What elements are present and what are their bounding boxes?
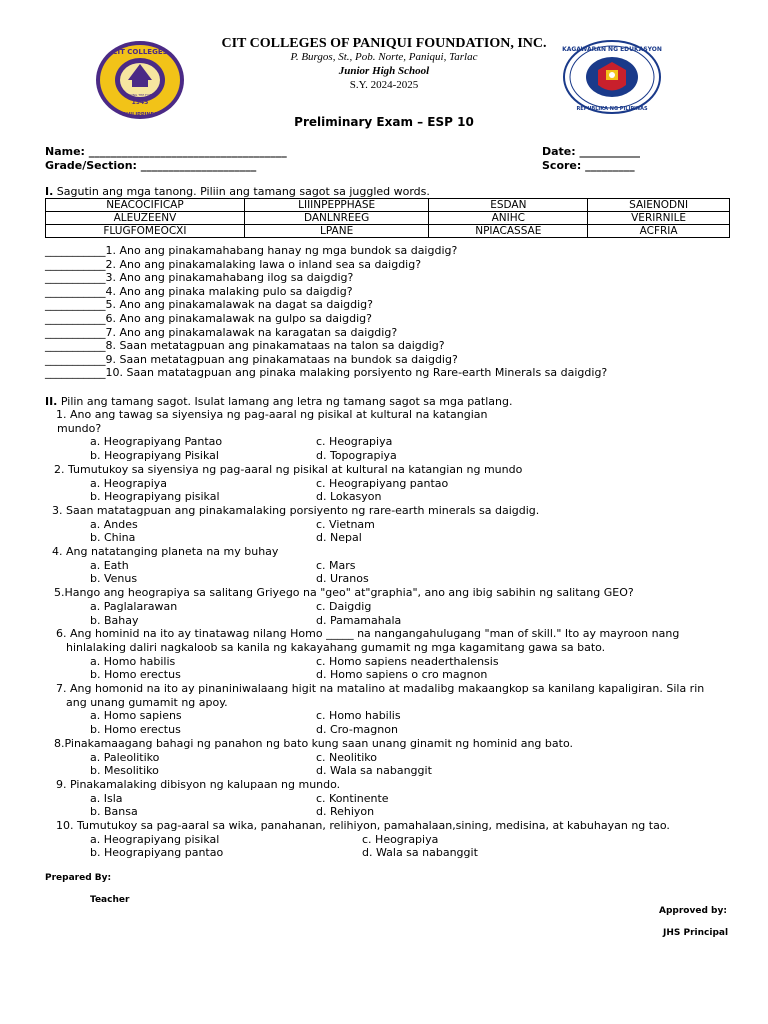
part1-question: ___________6. Ano ang pinakamalawak na gulpo sa daigdig? — [45, 311, 372, 325]
choice-a: a. Paleolitiko — [90, 750, 160, 764]
choice-a: a. Andes — [90, 517, 138, 531]
principal-label: JHS Principal — [663, 928, 729, 938]
choice-a: a. Homo habilis — [90, 654, 176, 668]
word-cell: SAIENODNI — [588, 199, 730, 212]
choice-c: c. Heograpiyang pantao — [316, 476, 449, 490]
logo-top-text: CIT COLLEGES — [112, 48, 168, 56]
choice-d: d. Topograpiya — [316, 449, 397, 463]
choice-d: d. Wala sa nabanggit — [362, 846, 478, 860]
word-cell: ESDAN — [429, 199, 588, 212]
word-cell: LIIINPEPPHASE — [244, 199, 429, 212]
seal-bottom-text: REPUBLIKA NG PILIPINAS — [576, 106, 648, 112]
part1-question: ___________8. Saan metatagpuan ang pinakamataas na talon sa daigdig? — [45, 339, 445, 353]
part2-question-text: 7. Ang homonid na ito ay pinaniniwalaang higit na matalino at madalibg makaangkop sa kanilang kapaligiran. Sila rin — [56, 682, 705, 695]
choice-b: b. Venus — [90, 572, 138, 586]
word-cell: ACFRIA — [588, 225, 730, 238]
part2-number: II. — [45, 395, 58, 408]
approved-by-label: Approved by: — [659, 906, 727, 916]
part2-question-text: ang unang gumamit ng apoy. — [66, 695, 228, 709]
table-row — [46, 225, 730, 238]
choice-c: c. Heograpiya — [362, 832, 439, 846]
choice-b: b. Homo erectus — [90, 723, 181, 737]
prepared-by-label: Prepared By: — [45, 873, 112, 883]
choice-d: d. Wala sa nabanggit — [316, 764, 432, 778]
choice-d: d. Pamamahala — [316, 613, 402, 627]
name-field[interactable]: Name: ____________________________________ — [45, 145, 287, 158]
choice-c: c. Vietnam — [316, 517, 375, 531]
part1-question: ___________5. Ano ang pinakamalawak na dagat sa daigdig? — [45, 298, 373, 312]
date-field[interactable]: Date: ___________ — [542, 145, 641, 158]
choice-c: c. Neolitiko — [316, 750, 377, 764]
word-cell: ANIHC — [429, 212, 588, 225]
part2-instruction — [45, 395, 512, 408]
part1-question: ___________4. Ano ang pinaka malaking pulo sa daigdig? — [45, 284, 353, 298]
choice-b: b. Heograpiyang Pisikal — [90, 449, 219, 463]
part1-question: ___________9. Saan metatagpuan ang pinakamataas na bundok sa daigdig? — [45, 352, 458, 366]
part1-question-list — [45, 244, 607, 380]
part2-question-text: hinlalaking daliri nagkaloob sa kanila ng kakayahang gumamit ng mga kagamitang gawa sa bato. — [66, 640, 606, 654]
choice-b: b. Bansa — [90, 805, 138, 819]
part2-question-text: 1. Ano ang tawag sa siyensiya ng pag-aaral ng pisikal at kultural na katangian — [56, 408, 488, 421]
school-level: Junior High School — [338, 65, 430, 77]
choice-a: a. Heograpiyang Pantao — [90, 435, 223, 449]
choice-d: d. Rehiyon — [316, 805, 375, 819]
choice-d: d. Cro-magnon — [316, 723, 398, 737]
part1-question: ___________3. Ano ang pinakamahabang ilog sa daigdig? — [45, 271, 354, 285]
part1-question: ___________7. Ano ang pinakamalawak na karagatan sa daigdig? — [45, 325, 398, 339]
logo-year: 1945 — [131, 99, 149, 106]
choice-a: a. Heograpiya — [90, 476, 168, 490]
word-cell: NEACOCIFICAP — [46, 199, 245, 212]
part1-question: ___________10. Saan matatagpuan ang pinaka malaking porsiyento ng Rare-earth Minerals sa daigdig? — [45, 366, 608, 380]
teacher-label: Teacher — [90, 895, 130, 905]
part2-question-text: 8.Pinakamaagang bahagi ng panahon ng bato kung saan unang ginamit ng hominid ang bato. — [54, 736, 573, 750]
jumbled-words-table — [45, 198, 730, 238]
part2-question-text: 6. Ang hominid na ito ay tinatawag nilang Homo _____ na nangangahulugang "man of skill." Ito ay mayroon nang — [56, 627, 680, 641]
table-row — [46, 212, 730, 225]
choice-d: d. Homo sapiens o cro magnon — [316, 668, 488, 682]
part2-question-text: 9. Pinakamalaking dibisyon ng kalupaan ng mundo. — [56, 777, 341, 791]
choice-d: d. Lokasyon — [316, 490, 382, 504]
choice-b: b. Heograpiyang pantao — [90, 846, 224, 860]
school-year: S.Y. 2024-2025 — [349, 79, 419, 91]
part1-number: I. — [45, 185, 54, 198]
part2-question-text: 4. Ang natatanging planeta na my buhay — [52, 545, 279, 558]
word-cell: LPANE — [244, 225, 429, 238]
score-field[interactable]: Score: _________ — [542, 159, 635, 172]
choice-a: a. Homo sapiens — [90, 709, 182, 723]
part2-question-text: 5.Hango ang heograpiya sa salitang Griyego na "geo" at"graphia", ano ang ibig sabihin ng salitang GEO? — [54, 586, 634, 600]
part2-question-text: 10. Tumutukoy sa pag-aaral sa wika, panahanan, relihiyon, pamahalaan,sining, medisina, at kabuhayan ng tao. — [56, 819, 670, 832]
choice-a: a. Isla — [90, 791, 123, 805]
part2-instruction-text: Pilin ang tamang sagot. Isulat lamang ang letra ng tamang sagot sa mga patlang. — [57, 395, 513, 408]
choice-c: c. Mars — [316, 558, 356, 572]
choice-a: a. Eath — [90, 558, 129, 572]
grade-section-field[interactable]: Grade/Section: _____________________ — [45, 159, 257, 172]
choice-b: b. Heograpiyang pisikal — [90, 490, 220, 504]
logo-bottom-text: PHILIPPINES — [122, 112, 158, 118]
school-name: CIT COLLEGES OF PANIQUI FOUNDATION, INC. — [221, 36, 547, 51]
word-cell: ALEUZEENV — [46, 212, 245, 225]
part1-question: ___________2. Ano ang pinakamalaking lawa o inland sea sa daigdig? — [45, 257, 422, 271]
word-cell: FLUGFOMEOCXI — [46, 225, 245, 238]
word-cell: VERIRNILE — [588, 212, 730, 225]
table-row — [46, 199, 730, 212]
part1-instruction-text: Sagutin ang mga tanong. Piliin ang tamang sagot sa juggled words. — [53, 185, 430, 198]
part2-question-text: 3. Saan matatagpuan ang pinakamalaking porsiyento ng rare-earth minerals sa daigdig. — [52, 503, 540, 517]
choice-c: c. Kontinente — [316, 791, 389, 805]
seal-top-text: KAGAWARAN NG EDUKASYON — [562, 46, 662, 53]
choice-b: b. Homo erectus — [90, 668, 181, 682]
choice-c: c. Daigdig — [316, 599, 372, 613]
choice-c: c. Heograpiya — [316, 435, 393, 449]
part2-question-text: 2. Tumutukoy sa siyensiya ng pag-aaral ng pisikal at kultural na katangian ng mundo — [54, 462, 523, 476]
word-cell: DANLNREEG — [244, 212, 429, 225]
choice-b: b. Bahay — [90, 613, 139, 627]
choice-c: c. Homo habilis — [316, 709, 401, 723]
logo-motto: MOLDING THE FUTURE — [122, 93, 158, 97]
part1-instruction — [45, 185, 430, 198]
exam-title: Preliminary Exam – ESP 10 — [294, 115, 474, 129]
choice-a: a. Paglalarawan — [90, 599, 178, 613]
choice-b: b. China — [90, 531, 136, 545]
part1-question: ___________1. Ano ang pinakamahabang hanay ng mga bundok sa daigdig? — [45, 244, 458, 257]
choice-b: b. Mesolitiko — [90, 764, 159, 778]
choice-d: d. Nepal — [316, 531, 362, 545]
choice-d: d. Uranos — [316, 572, 369, 586]
choice-a: a. Heograpiyang pisikal — [90, 832, 220, 846]
part2-question-text: mundo? — [57, 421, 102, 435]
choice-c: c. Homo sapiens neaderthalensis — [316, 654, 499, 668]
school-address: P. Burgos, St., Pob. Norte, Paniqui, Tarlac — [290, 51, 478, 63]
word-cell: NPIACASSAE — [429, 225, 588, 238]
